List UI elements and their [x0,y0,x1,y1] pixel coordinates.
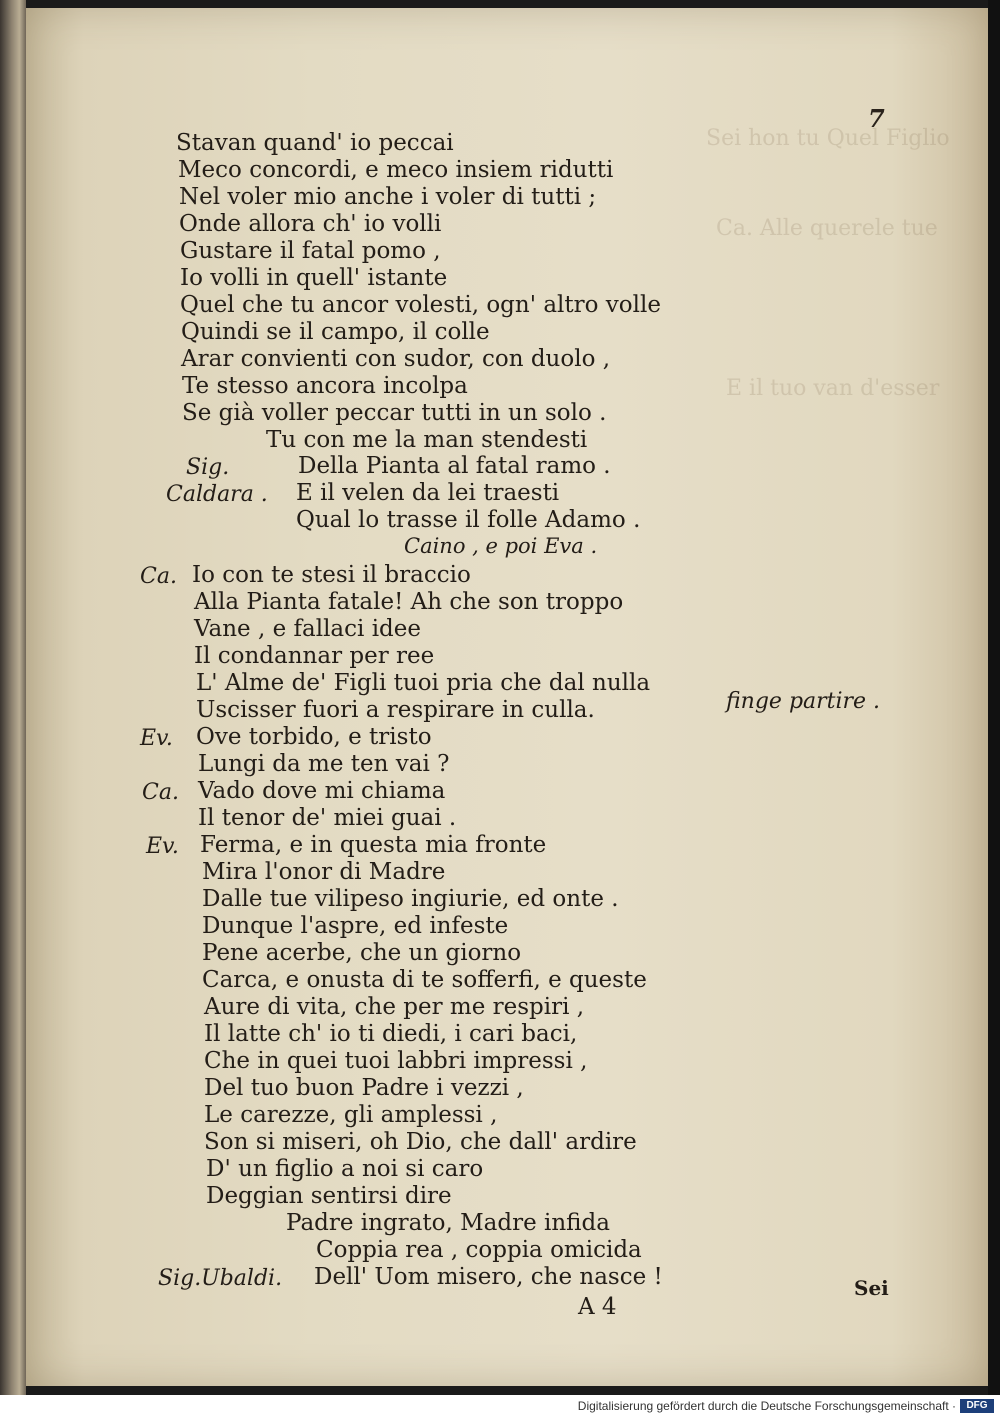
verse-line: Gustare il fatal pomo , [180,238,441,264]
book-page [26,8,988,1386]
verse-line: Le carezze, gli amplessi , [204,1102,498,1128]
verse-line: Il condannar per ree [194,643,435,669]
verse-line: Te stesso ancora incolpa [182,373,468,399]
verse-line: Io volli in quell' istante [180,265,448,291]
verse-line: L' Alme de' Figli tuoi pria che dal nulla [196,670,651,696]
verse-line: Quel che tu ancor volesti, ogn' altro volle [180,292,661,318]
speaker-label: Ca. [142,780,179,805]
verse-line: Io con te stesi il braccio [192,562,471,588]
speaker-label: Sig.Ubaldi. [158,1266,283,1291]
verse-line: Dell' Uom misero, che nasce ! [314,1264,663,1290]
verse-line: Se già voller peccar tutti in un solo . [182,400,607,426]
verse-line: Padre ingrato, Madre infida [286,1210,610,1236]
verse-line: Aure di vita, che per me respiri , [204,994,585,1020]
verse-line: Della Pianta al fatal ramo . [298,453,611,479]
bleed-through: Sei hon tu Quel Figlio [706,126,950,151]
verse-line: Alla Pianta fatale! Ah che son troppo [194,589,624,615]
verse-line: Coppia rea , coppia omicida [316,1237,642,1263]
verse-line: Son si miseri, oh Dio, che dall' ardire [204,1129,637,1155]
verse-line: Arar convienti con sudor, con duolo , [181,346,611,372]
verse-line: Del tuo buon Padre i vezzi , [204,1075,524,1101]
dfg-logo: DFG [960,1399,994,1413]
funding-notice: Digitalisierung gefördert durch die Deutsche Forschungsgemeinschaft · [577,1399,956,1413]
verse-line: Vane , e fallaci idee [194,616,421,642]
stage-heading: Caino , e poi Eva . [404,534,598,558]
speaker-label: Ev. [140,726,173,751]
bleed-through: E il tuo van d'esser [726,376,940,401]
speaker-label: Caldara . [166,482,268,507]
verse-line: D' un figlio a noi si caro [206,1156,484,1182]
footer-bar [0,1395,1000,1418]
verse-line: Pene acerbe, che un giorno [202,940,522,966]
verse-line: Vado dove mi chiama [198,778,446,804]
scan-edge [988,0,1000,1395]
catchword: Sei [854,1276,889,1300]
verse-line: Dunque l'aspre, ed infeste [202,913,509,939]
bleed-through: Ca. Alle querele tue [716,216,938,241]
verse-line: Ferma, e in questa mia fronte [200,832,547,858]
verse-line: Deggian sentirsi dire [206,1183,452,1209]
verse-line: Mira l'onor di Madre [202,859,446,885]
signature-mark: A 4 [578,1294,617,1320]
verse-line: Nel voler mio anche i voler di tutti ; [179,184,597,210]
verse-line: Il latte ch' io ti diedi, i cari baci, [204,1021,578,1047]
verse-line: Tu con me la man stendesti [266,427,588,453]
speaker-label: Sig. [186,455,230,480]
verse-line: Che in quei tuoi labbri impressi , [204,1048,588,1074]
book-spine [0,0,26,1395]
speaker-label: Ev. [146,834,179,859]
verse-line: Dalle tue vilipeso ingiurie, ed onte . [202,886,619,912]
verse-line: E il velen da lei traesti [296,480,560,506]
verse-line: Uscisser fuori a respirare in culla. [196,697,595,723]
verse-line: Quindi se il campo, il colle [181,319,490,345]
verse-line: Stavan quand' io peccai [176,130,454,156]
verse-line: Lungi da me ten vai ? [198,751,450,777]
verse-line: Carca, e onusta di te sofferfi, e queste [202,967,647,993]
page-number: 7 [868,104,885,133]
verse-line: Il tenor de' miei guai . [198,805,457,831]
verse-line: Onde allora ch' io volli [179,211,442,237]
verse-line: Qual lo trasse il folle Adamo . [296,507,641,533]
speaker-label: Ca. [140,564,177,589]
verse-line: Ove torbido, e tristo [196,724,432,750]
verse-line: Meco concordi, e meco insiem ridutti [178,157,614,183]
stage-direction: finge partire . [726,689,881,714]
